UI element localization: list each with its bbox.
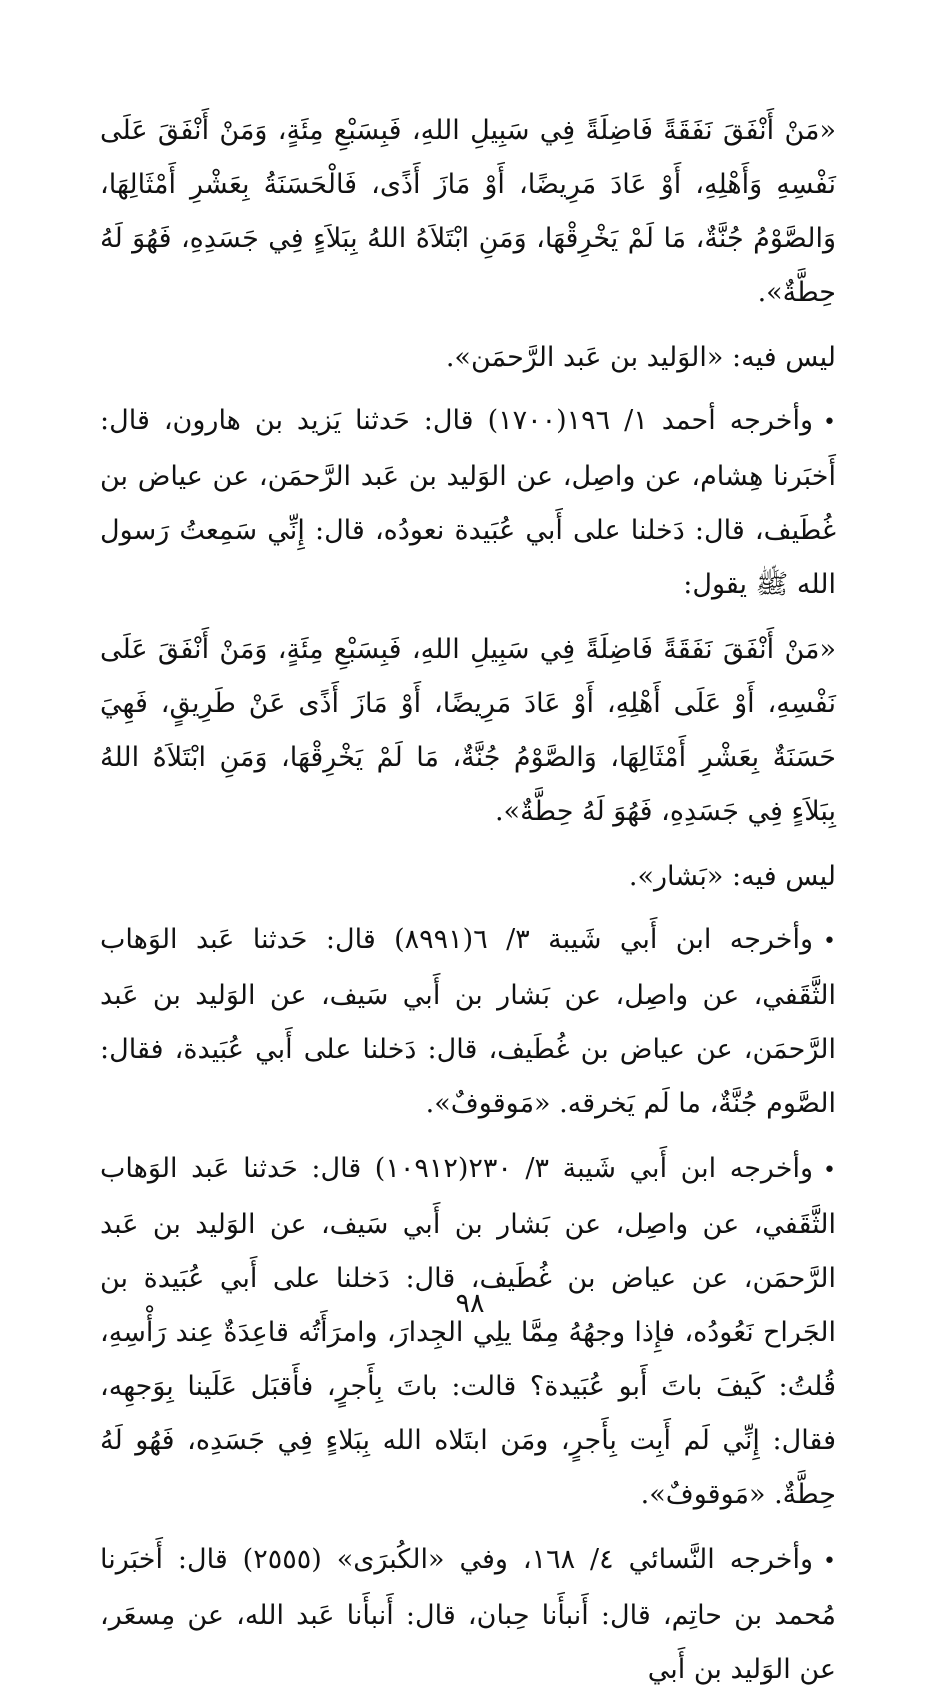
paragraph-text: وأخرجه أحمد ١/ ١٩٦(١٧٠٠) قال: حَدثنا يَزيد بن هارون، قال: أَخبَرنا هِشام، عن واصِل، عن الوَليد بن عَبد الرَّحمَن، عن عياض بن غُطَيف، قال: دَخلنا على أَبي عُبَيدة نعودُه، قال: إِنِّي سَمِعتُ رَسول الله ﷺ يقول: (100, 405, 836, 600)
bullet: • (823, 410, 836, 435)
page-body (100, 104, 836, 1708)
note-paragraph (100, 331, 836, 385)
paragraph-text: «مَنْ أَنْفَقَ نَفَقَةً فَاضِلَةً فِي سَبِيلِ اللهِ، فَبِسَبْعِ مِئَةٍ، وَمَنْ أَنْفَقَ عَلَى نَفْسِهِ، أَوْ عَلَى أَهْلِهِ، أَوْ عَادَ مَرِيضًا، أَوْ مَازَ أَذًى عَنْ طَرِيقٍ، فَهِيَ حَسَنَةٌ بِعَشْرِ أَمْثَالِهَا، وَالصَّوْمُ جُنَّةٌ، مَا لَمْ يَخْرِقْهَا، وَمَنِ ابْتَلاَهُ اللهُ بِبَلاَءٍ فِي جَسَدِهِ، فَهُوَ لَهُ حِطَّةٌ». (100, 634, 836, 827)
paragraph-text: ليس فيه: «الوَليد بن عَبد الرَّحمَن». (445, 342, 836, 373)
takhrij-paragraph (100, 394, 836, 612)
paragraph-text: «مَنْ أَنْفَقَ نَفَقَةً فَاضِلَةً فِي سَبِيلِ اللهِ، فَبِسَبْعِ مِئَةٍ، وَمَنْ أَنْفَقَ عَلَى نَفْسِهِ وَأَهْلِهِ، أَوْ عَادَ مَرِيضًا، أَوْ مَازَ أَذًى، فَالْحَسَنَةُ بِعَشْرِ أَمْثَالِهَا، وَالصَّوْمُ جُنَّةٌ، مَا لَمْ يَخْرِقْهَا، وَمَنِ ابْتَلاَهُ اللهُ بِبَلاَءٍ فِي جَسَدِهِ، فَهُوَ لَهُ حِطَّةٌ». (100, 115, 836, 308)
takhrij-paragraph (100, 1142, 836, 1522)
hadith-text (100, 623, 836, 839)
bullet: • (823, 929, 836, 954)
paragraph-text: ليس فيه: «بَشار». (628, 861, 836, 892)
bullet: • (823, 1549, 836, 1574)
paragraph-text: وأخرجه ابن أَبي شَيبة ٣/ ٢٣٠(١٠٩١٢) قال: حَدثنا عَبد الوَهاب الثَّقَفي، عن واصِل، عن بَشار بن أَبي سَيف، عن الوَليد بن عَبد الرَّحمَن، عن عياض بن غُطَيف، قال: دَخلنا على أَبي عُبَيدة بن الجَراح نَعُودُه، فإِذا وجهُهُ مِمَّا يلِي الجِدارَ، وامرَأَتُه قاعِدَةٌ عِند رَأْسِهِ، قُلتُ: كَيفَ باتَ أَبو عُبَيدة؟ قالت: باتَ بِأَجرٍ، فأَقبَل عَلَينا بِوَجهِه، فقال: إِنِّي لَم أَبِت بِأَجرٍ، ومَن ابتَلاه الله بِبَلاءٍ فِي جَسَدِه، فَهُو لَهُ حِطَّةٌ. «مَوقوفٌ». (100, 1153, 836, 1510)
takhrij-paragraph (100, 1533, 836, 1697)
bullet: • (823, 1158, 837, 1183)
page-number: ٩٨ (455, 1288, 485, 1319)
note-paragraph (100, 850, 836, 904)
paragraph-text: وأخرجه النَّسائي ٤/ ١٦٨، وفي «الكُبرَى» (٢٥٥٥) قال: أَخبَرنا مُحمد بن حاتِم، قال: أَنبأَنا حِبان، قال: أَنبأَنا عَبد الله، عن مِسعَر، عن الوَليد بن أَبي (100, 1544, 836, 1685)
paragraph-text: وأخرجه ابن أَبي شَيبة ٣/ ٦(٨٩٩١) قال: حَدثنا عَبد الوَهاب الثَّقَفي، عن واصِل، عن بَشار بن أَبي سَيف، عن الوَليد بن عَبد الرَّحمَن، عن عياض بن غُطَيف، قال: دَخلنا على أَبي عُبَيدة، فقال: الصَّوم جُنَّةٌ، ما لَم يَخرقه. «مَوقوفٌ». (100, 924, 836, 1119)
hadith-text (100, 104, 836, 320)
takhrij-paragraph (100, 913, 836, 1131)
